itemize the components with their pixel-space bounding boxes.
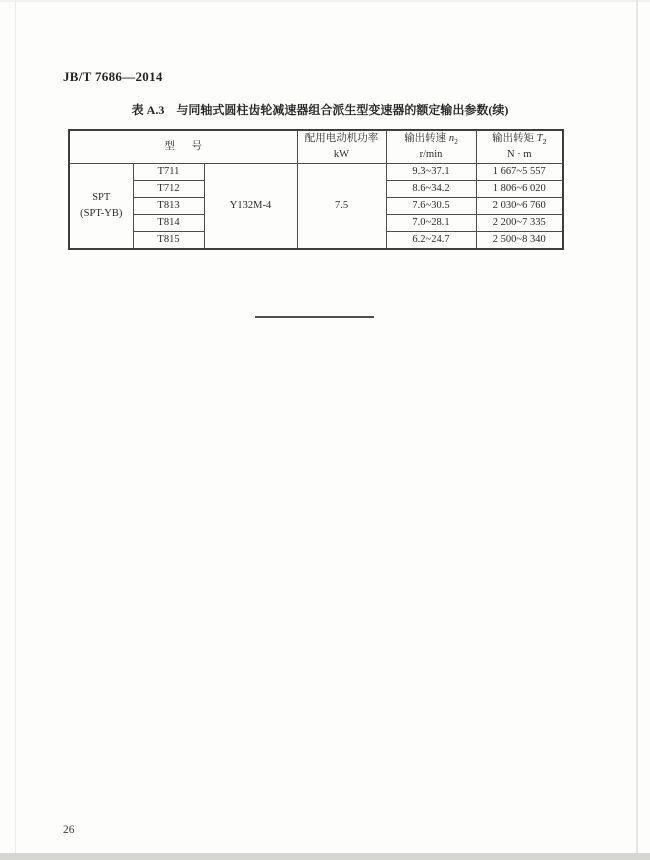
speed-cell: 7.0~28.1 [386, 215, 476, 232]
scan-edge-left [15, 0, 16, 860]
header-motor-power-label: 配用电动机功率 [304, 133, 379, 145]
model-cell: T813 [133, 198, 204, 215]
standard-number: JB/T 7686—2014 [63, 69, 163, 84]
speed-cell: 7.6~30.5 [386, 198, 476, 215]
header-output-torque-unit: N · m [507, 149, 532, 161]
series-variant: (SPT-YB) [80, 207, 123, 219]
output-parameters-table [68, 129, 564, 250]
speed-cell: 9.3~37.1 [386, 164, 476, 181]
scan-edge-right [636, 0, 638, 860]
torque-cell: 1 806~6 020 [476, 181, 563, 198]
table-caption-label: 表 A.3 [131, 103, 165, 117]
header-output-speed [386, 130, 476, 164]
model-cell: T815 [133, 232, 204, 249]
model-cell: T711 [133, 164, 204, 181]
header-output-torque-label: 输出转矩 $T_2$ [492, 133, 547, 147]
model-cell: T814 [133, 215, 204, 232]
torque-cell: 2 200~7 335 [476, 215, 563, 232]
motor-model-cell: Y132M-4 [204, 164, 297, 249]
scan-edge-bottom [0, 853, 650, 860]
torque-cell: 2 030~6 760 [476, 198, 563, 215]
scan-edge-top [0, 0, 650, 2]
header-motor-power-unit: kW [333, 149, 350, 161]
header-motor-power [297, 130, 386, 164]
header-output-torque [476, 130, 563, 164]
end-of-text-divider [255, 316, 374, 318]
speed-cell: 8.6~34.2 [386, 181, 476, 198]
table-row [69, 164, 563, 181]
header-model: 型 号 [69, 130, 297, 164]
table-caption-text: 与同轴式圆柱齿轮减速器组合派生型变速器的额定输出参数(续) [176, 103, 509, 117]
model-cell: T712 [133, 181, 204, 198]
header-output-speed-unit: r/min [419, 149, 443, 161]
page-number: 26 [63, 824, 75, 836]
table-header-row [69, 130, 563, 164]
torque-cell: 2 500~8 340 [476, 232, 563, 249]
series-name: SPT [92, 191, 111, 203]
motor-power-cell: 7.5 [297, 164, 386, 249]
series-cell [69, 164, 133, 249]
speed-cell: 6.2~24.7 [386, 232, 476, 249]
header-output-speed-label: 输出转速 $n_2$ [404, 133, 458, 147]
torque-cell: 1 667~5 557 [476, 164, 563, 181]
table-caption [0, 101, 640, 118]
